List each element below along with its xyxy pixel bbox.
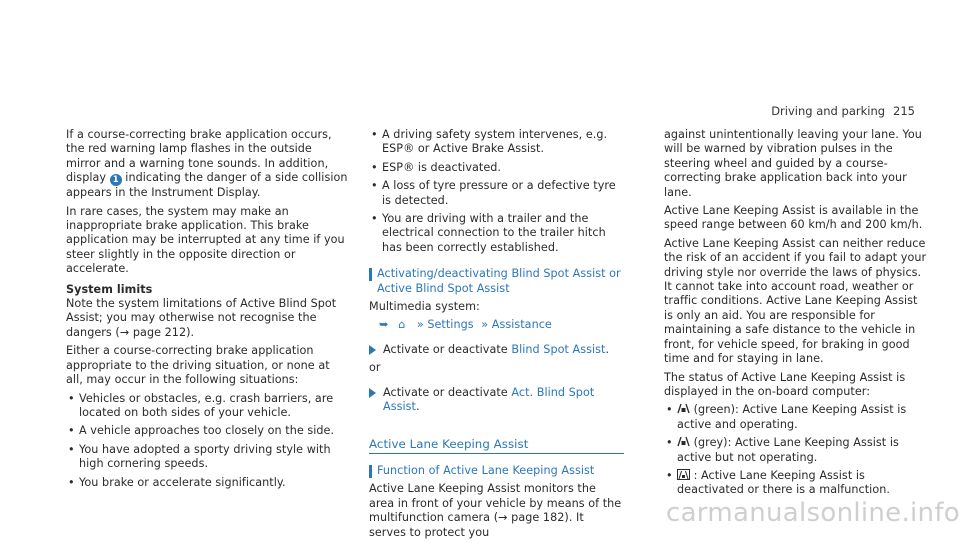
page-reference-link[interactable]: page 182). It serves to protect you: [369, 511, 584, 539]
chapter-heading-lane-keeping: Active Lane Keeping Assist: [369, 437, 624, 454]
watermark: carmanualsonline.info: [665, 498, 960, 528]
list-item: • You brake or accelerate significantly.: [66, 476, 348, 490]
arrow-right-icon: →: [119, 325, 130, 339]
list-item: • A driving safety system intervenes, e.g. ESP® or Active Brake Assist.: [369, 128, 623, 157]
paragraph: Active Lane Keeping Assist is available in the speed range between 60 km/h and 200 km/h.: [664, 204, 923, 232]
paragraph: If a course-correcting brake application occurs, the red warning lamp flashes in the outside mirror and a warning tone sounds. In addition, display 1 indicating the danger of a side collision appears in the Instrument Display.: [66, 128, 348, 200]
sub-heading-function: Function of Active Lane Keeping Assist: [369, 464, 623, 478]
or-label: or: [369, 361, 381, 375]
list-item: • : Active Lane Keeping Assist is deactivated or there is a malfunction.: [664, 469, 929, 498]
multimedia-label: Multimedia system:: [369, 300, 480, 314]
column-3: [664, 128, 929, 502]
list-item: • A vehicle approaches too closely on the side.: [66, 424, 348, 438]
status-list: [664, 403, 929, 497]
arrow-right-icon: →: [498, 511, 508, 525]
page-header: [771, 104, 915, 118]
list-item: • Vehicles or obstacles, e.g. crash barriers, are located on both sides of your vehicle.: [66, 392, 348, 421]
page-number: 215: [893, 104, 915, 118]
blind-spot-assist-option[interactable]: Blind Spot Assist: [511, 342, 606, 356]
chevron-icon: »: [416, 318, 424, 332]
menu-assistance[interactable]: Assistance: [491, 318, 552, 332]
paragraph: Active Lane Keeping Assist can neither reduce the risk of an accident if you fail to adapt your driving style nor override the laws of physics. It cannot take into account road, weather or traffic conditions. Active Lane Keeping Assist is only an aid. You are responsible for maintaining a safe distance to the vehicle in front, for vehicle speed, for braking in good time and for staying in lane.: [664, 236, 927, 366]
display-callout-1-icon: 1: [110, 174, 122, 186]
situation-list: [66, 392, 348, 490]
action-step: Activate or deactivate Blind Spot Assist.: [369, 343, 623, 357]
column-2: [369, 128, 623, 544]
list-item: • You are driving with a trailer and the electrical connection to the trailer hitch has been correctly established.: [369, 212, 623, 255]
home-icon[interactable]: ⌂: [398, 318, 406, 332]
active-blind-spot-assist-option[interactable]: Act. Blind Spot Assist: [383, 385, 595, 414]
list-item: • (green): Active Lane Keeping Assist is active and operating.: [664, 403, 929, 432]
action-step: Activate or deactivate Act. Blind Spot Assist.: [369, 386, 623, 415]
paragraph: In rare cases, the system may make an inappropriate brake application. This brake application may be interrupted at any time if you steer slightly in the opposite direction or accelerate.: [66, 204, 345, 276]
menu-settings[interactable]: Settings: [427, 318, 474, 332]
lane-assist-green-icon: [677, 403, 690, 414]
list-item: • (grey): Active Lane Keeping Assist is active but not operating.: [664, 436, 929, 465]
situation-list-continued: [369, 128, 623, 255]
paragraph: Either a course-correcting brake application appropriate to the driving situation, or none at all, may occur in the following situations:: [66, 344, 330, 387]
heading-system-limits: System limits: [66, 282, 153, 296]
list-item: • A loss of tyre pressure or a defective tyre is detected.: [369, 179, 623, 208]
paragraph: Note the system limitations of Active Blind Spot Assist; you may otherwise not recognise the dangers (→ page 212).: [66, 297, 337, 339]
list-item: • You have adopted a sporty driving style with high cornering speeds.: [66, 443, 348, 472]
section-title: Driving and parking: [771, 104, 886, 118]
lane-assist-off-icon: [677, 469, 690, 480]
paragraph: Active Lane Keeping Assist monitors the area in front of your vehicle by means of the multifunction camera (→ page 182). It serves to protect you: [369, 482, 622, 539]
list-item: • ESP® is deactivated.: [369, 161, 623, 175]
page-reference-link[interactable]: page 212).: [132, 325, 195, 339]
menu-path: [379, 318, 623, 332]
action-triangle-icon: [369, 345, 376, 355]
chevron-icon: »: [481, 318, 489, 332]
action-triangle-icon: [369, 388, 376, 398]
paragraph: The status of Active Lane Keeping Assist is displayed in the on-board computer:: [664, 370, 906, 398]
lane-assist-grey-icon: [677, 436, 690, 447]
section-heading-activating: Activating/deactivating Blind Spot Assist or Active Blind Spot Assist: [369, 267, 623, 296]
menu-arrow-icon: ➥: [379, 318, 389, 332]
paragraph: against unintentionally leaving your lane. You will be warned by vibration pulses in the steering wheel and guided by a course-correcting brake application back into your lane.: [664, 128, 922, 199]
column-1: [66, 128, 348, 494]
